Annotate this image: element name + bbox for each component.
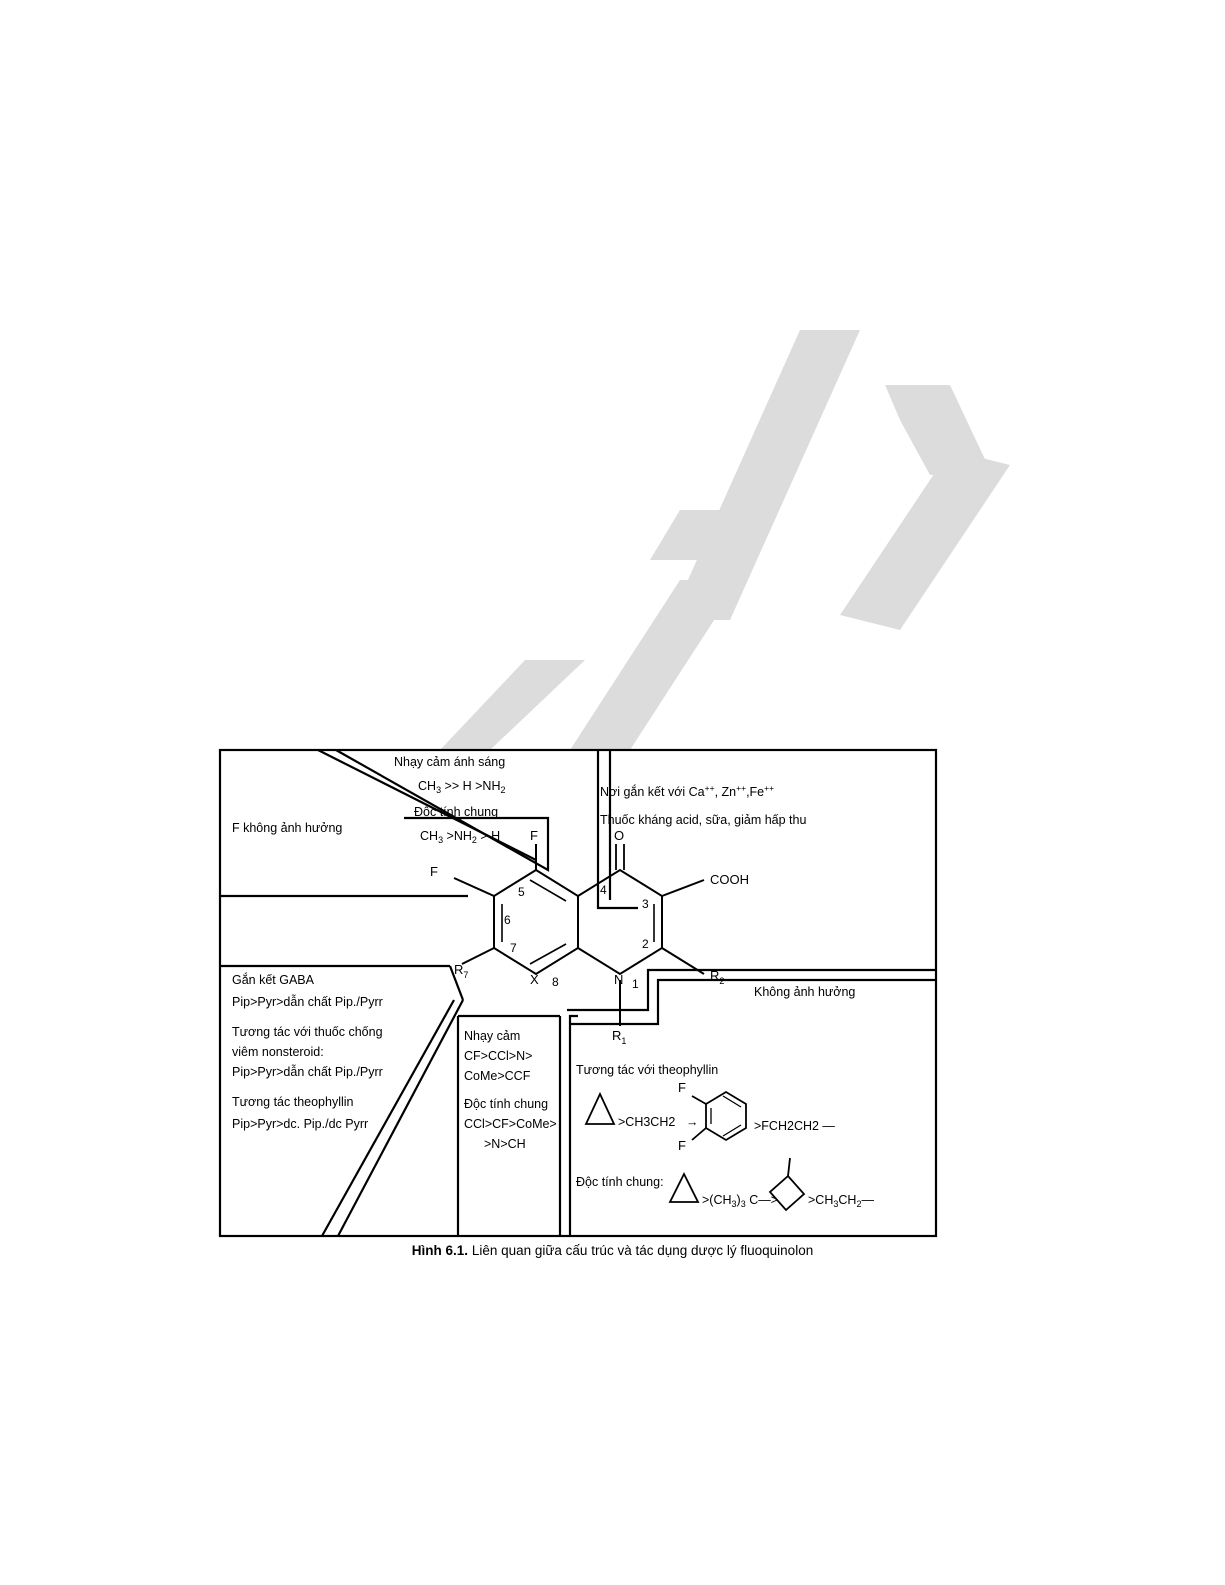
r1-group-b-2: $>CH_3CH_2—$ (808, 1193, 874, 1209)
r1-group-a-2-f-top: F (678, 1080, 686, 1095)
annotation-metal-binding (600, 783, 806, 827)
caption-text: Liên quan giữa cấu trúc và tác dụng dược lý fluoquinolon (471, 1243, 814, 1258)
ring-number-1: 1 (632, 977, 639, 991)
nsaid-rule: Pip>Pyr>dẫn chất Pip./Pyrr (232, 1065, 383, 1079)
atom-label-x: X (530, 972, 539, 987)
theophylline-rule: Pip>Pyr>dc. Pip./dc Pyrr (232, 1117, 369, 1131)
annotation-r7-block (232, 972, 383, 1131)
annotation-x-block (464, 1029, 557, 1151)
r1-theophylline-title: Tương tác với theophyllin (576, 1063, 719, 1077)
x-toxicity-rule-2: >N>CH (484, 1137, 526, 1151)
nsaid-title-2: viêm nonsteroid: (232, 1045, 324, 1059)
watermark-graphic (430, 330, 1050, 750)
atom-label-cooh: COOH (710, 872, 749, 887)
x-sensitivity-rule-2: CoMe>CCF (464, 1069, 531, 1083)
annotation-no-effect-right: Không ảnh hưởng (754, 985, 856, 999)
annotation-r1-block (576, 1063, 874, 1210)
r1-group-a-3: >FCH2CH2 — (754, 1119, 835, 1133)
difluorophenyl-icon (692, 1092, 746, 1140)
r1-toxicity-title: Độc tính chung: (576, 1175, 664, 1189)
x-sensitivity-title: Nhạy cảm (464, 1029, 521, 1043)
binding-line-2: Thuốc kháng acid, sữa, giảm hấp thu (600, 813, 807, 827)
gaba-rule: Pip>Pyr>dẫn chất Pip./Pyrr (232, 995, 383, 1009)
atom-label-n1: N (614, 972, 624, 987)
nsaid-title-1: Tương tác với thuốc chống (232, 1025, 383, 1039)
atom-label-f5: F (530, 828, 538, 843)
photosensitivity-rule: $CH_3 >> H >NH_2$ (418, 779, 506, 795)
theophylline-title: Tương tác theophyllin (232, 1095, 354, 1109)
r1-group-a-2-f-bottom: F (678, 1138, 686, 1153)
figure-caption (0, 1243, 1225, 1258)
ring-number-6: 6 (504, 913, 511, 927)
r1-group-a-arrow: → (686, 1115, 699, 1129)
atom-label-o4: O (614, 828, 625, 843)
x-toxicity-rule-1: CCl>CF>CoMe> (464, 1117, 557, 1131)
ring-number-7: 7 (510, 941, 517, 955)
atom-label-r1: $R_1$ (612, 1028, 627, 1046)
photosensitivity-title: Nhạy cảm ánh sáng (394, 755, 506, 769)
caption-number: Hình 6.1. (411, 1243, 469, 1258)
ring-number-3: 3 (642, 897, 649, 911)
x-toxicity-title: Độc tính chung (464, 1097, 549, 1111)
atom-label-f6: F (430, 864, 438, 879)
r1-group-b-1: $>(CH_3)_3$ C—> (702, 1193, 779, 1209)
annotation-f-no-effect: F không ảnh hưởng (232, 821, 343, 835)
quinolone-core-structure (454, 844, 704, 1026)
x-sensitivity-rule-1: CF>CCl>N> (464, 1049, 533, 1063)
toxicity-rule-top: $CH_3 >NH_2 > H$ (420, 829, 501, 845)
binding-line-1: Nơi gắn kết với Ca++, Zn++,Fe++ (600, 783, 775, 799)
ring-number-5: 5 (518, 885, 525, 899)
cyclopropyl-icon-2 (670, 1174, 698, 1202)
structure-atom-labels (430, 828, 749, 1046)
atom-label-r2: $R_2$ (710, 968, 725, 986)
figure-fluoroquinolone-sar (218, 748, 938, 1238)
r1-group-a-1: >CH3CH2 (618, 1115, 676, 1129)
cyclopropyl-icon (586, 1094, 614, 1124)
atom-label-r7: $R_7$ (454, 962, 469, 980)
gaba-title: Gắn kết GABA (232, 973, 314, 987)
ring-number-4: 4 (600, 883, 607, 897)
ring-number-2: 2 (642, 937, 649, 951)
toxicity-title-top: Độc tính chung (414, 805, 499, 819)
ring-number-8: 8 (552, 975, 559, 989)
annotation-photosensitivity (394, 755, 506, 845)
